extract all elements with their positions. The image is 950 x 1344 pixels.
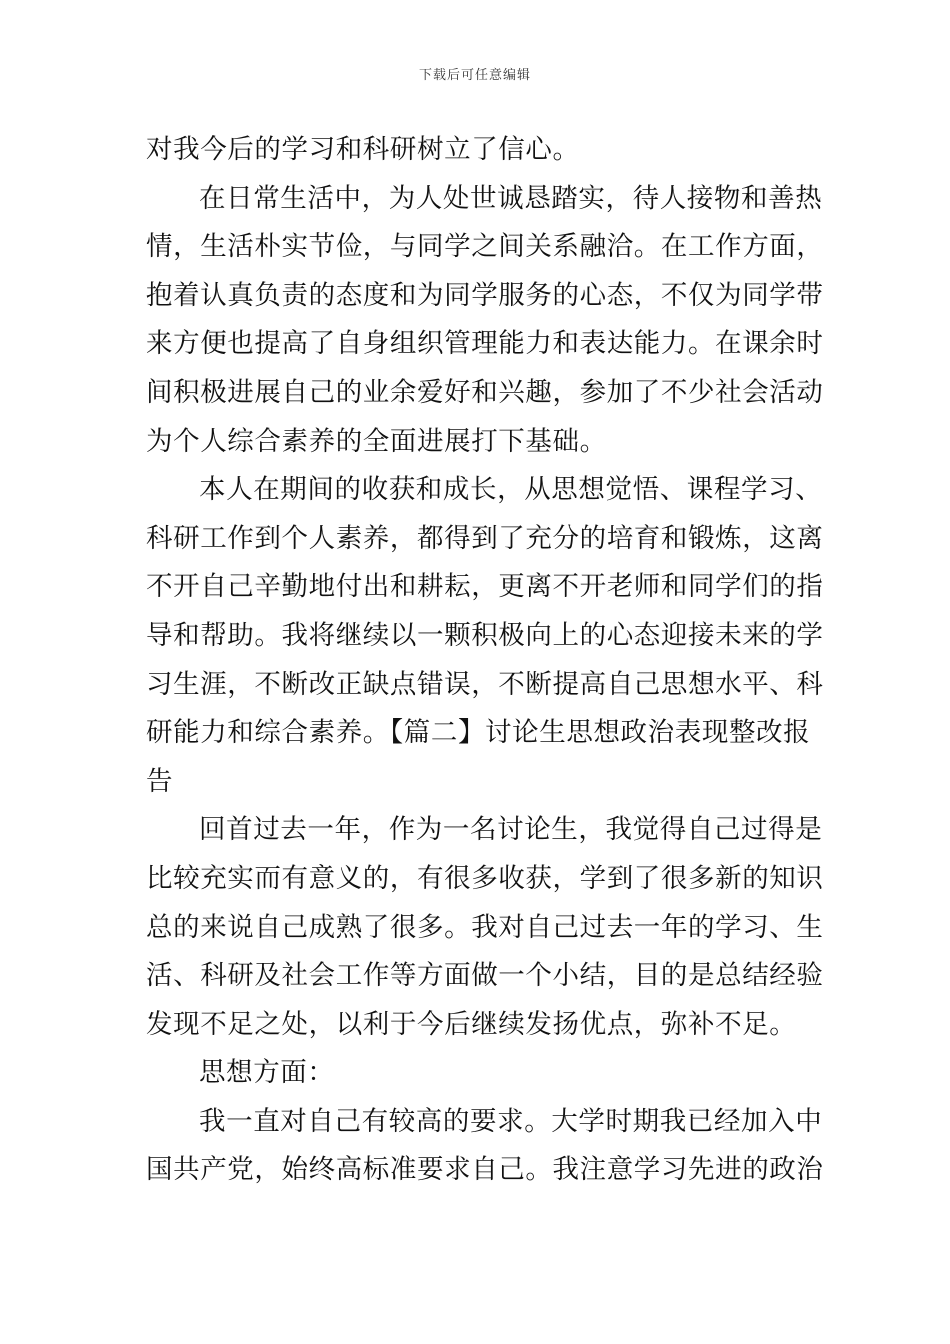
text-line: 来方便也提高了自身组织管理能力和表达能力。在课余时 xyxy=(146,328,824,360)
text-line: 回首过去一年，作为一名讨论生，我觉得自己过得是 xyxy=(199,814,823,846)
page-header: 下载后可任意编辑 xyxy=(418,68,531,83)
text-line: 告 xyxy=(146,765,174,797)
text-line: 思想方面： xyxy=(199,1057,335,1089)
text-line: 为个人综合素养的全面进展打下基础。 xyxy=(146,425,607,457)
text-line: 研能力和综合素养。【篇二】讨论生思想政治表现整改报 xyxy=(146,717,811,749)
text-line: 在日常生活中，为人处世诚恳踏实，待人接物和善热 xyxy=(199,182,823,214)
text-line: 比较充实而有意义的，有很多收获，学到了很多新的知识 xyxy=(146,862,824,894)
text-line: 间积极进展自己的业余爱好和兴趣，参加了不少社会活动 xyxy=(146,376,824,408)
text-line: 对我今后的学习和科研树立了信心。 xyxy=(146,134,580,165)
document-body xyxy=(146,126,824,1195)
text-line: 习生涯，不断改正缺点错误，不断提高自己思想水平、科 xyxy=(146,668,824,700)
text-line: 导和帮助。我将继续以一颗积极向上的心态迎接未来的学 xyxy=(146,619,824,651)
text-line: 活、科研及社会工作等方面做一个小结，目的是总结经验 xyxy=(146,960,824,992)
text-line: 国共产党，始终高标准要求自己。我注意学习先进的政治 xyxy=(146,1154,824,1186)
text-line: 科研工作到个人素养，都得到了充分的培育和锻炼，这离 xyxy=(146,522,824,554)
text-line: 本人在期间的收获和成长，从思想觉悟、课程学习、 xyxy=(199,474,823,506)
text-line: 我一直对自己有较高的要求。大学时期我已经加入中 xyxy=(199,1105,823,1137)
text-line: 总的来说自己成熟了很多。我对自己过去一年的学习、生 xyxy=(146,911,824,943)
text-line: 抱着认真负责的态度和为同学服务的心态，不仅为同学带 xyxy=(146,279,824,311)
text-line: 不开自己辛勤地付出和耕耘，更离不开老师和同学们的指 xyxy=(146,571,824,603)
text-line: 发现不足之处，以利于今后继续发扬优点，弥补不足。 xyxy=(146,1008,797,1040)
text-line: 情，生活朴实节俭，与同学之间关系融洽。在工作方面， xyxy=(146,231,824,263)
